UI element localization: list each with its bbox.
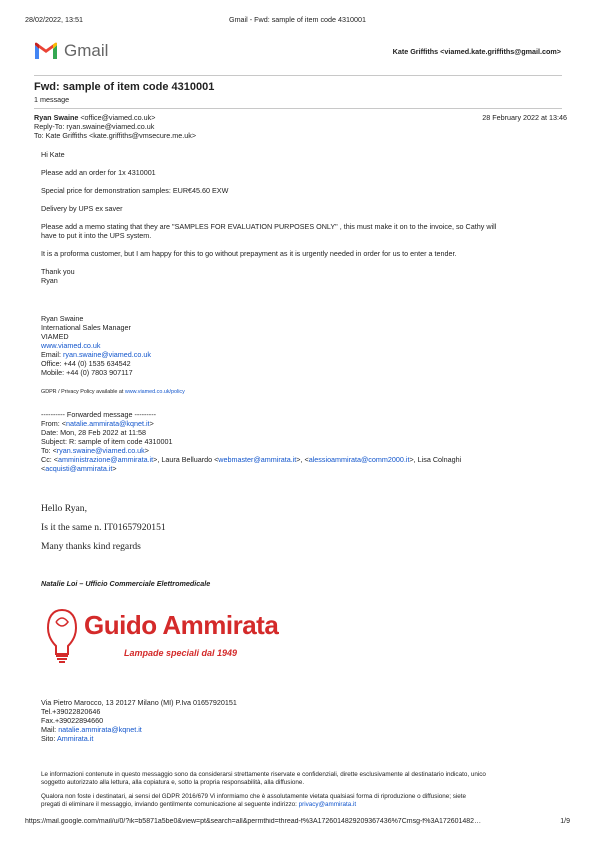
fwd-cc-link[interactable]: webmaster@ammirata.it [218, 455, 297, 464]
sig-email-link[interactable]: ryan.swaine@viamed.co.uk [62, 350, 151, 359]
print-title: Gmail - Fwd: sample of item code 4310001 [228, 15, 367, 24]
disclaimer-line: Qualora non foste i destinatari, ai sensi del GDPR 2016/679 Vi informiamo che è assolutamente vietata qualsiasi forma di riproduzione o diffusione; siete [41, 793, 467, 800]
mail-link[interactable]: natalie.ammirata@kqnet.it [58, 725, 142, 734]
forwarded-header: ---------- Forwarded message --------- From: <natalie.ammirata@kqnet.it> Date: Mon, 28 Feb 2022 at 11:58 Subject: R: sample of item code 4310001 To: <ryan.swaine@viamed.co.uk> Cc: <amministrazione@ammirata.it>, Laura Belluardo <webmaster@ammirata.it>, <alessioammirata@comm2000.it>, Lisa Colnaghi <acquisti@ammirata.it> [41, 410, 462, 473]
sender-block [34, 113, 196, 140]
gmail-logo-icon [34, 42, 58, 60]
tel: Tel.+39022820646 [41, 707, 101, 716]
account-label: Kate Griffiths <viamed.kate.griffiths@gmail.com> [392, 47, 561, 56]
disclaimer-line: Le informazioni contenute in questo messaggio sono da considerarsi strettamente riservate e confidenziali, dirette esclusivamente al destinatario indicato, unico [41, 771, 486, 778]
sig-email-label: Email: [41, 350, 63, 359]
message-count: 1 message [34, 95, 70, 104]
ryan-signature [41, 314, 151, 377]
address: Via Pietro Marocco, 13 20127 Milano (MI) P.Iva 01657920151 [41, 698, 237, 707]
body-paragraph: Special price for demonstration samples: EUR€45.60 EXW [41, 186, 229, 195]
fwd-cc-link[interactable]: alessioammirata@comm2000.it [308, 455, 410, 464]
fwd-subject: Subject: R: sample of item code 4310001 [41, 437, 173, 446]
site-label: Sito: [41, 734, 57, 743]
print-url: https://mail.google.com/mail/u/0/?ik=b5871a5be0&view=pt&search=all&permthid=thread-f%3A1726014829209367436%7Cmsg-f%3A172601482… [25, 818, 482, 825]
site-link[interactable]: Ammirata.it [56, 734, 94, 743]
sig-office: Office: +44 (0) 1535 634542 [41, 359, 131, 368]
logo-wordmark: Guido Ammirata [84, 610, 279, 640]
body-paragraph: Delivery by UPS ex saver [41, 204, 123, 213]
print-datetime: 28/02/2022, 13:51 [25, 15, 83, 24]
mail-label: Mail: [41, 725, 59, 734]
body-paragraph: Please add a memo stating that they are "SAMPLES FOR EVALUATION PURPOSES ONLY" , this must make it on to the invoice, so Cathy will [41, 222, 497, 231]
fwd-cc-sep: >, Laura Belluardo < [153, 455, 219, 464]
sig-name: Ryan Swaine [41, 314, 84, 323]
body-paragraph: It is a proforma customer, but I am happy for this to go without prepayment as it is urgently needed in order for us to enter a tender. [41, 249, 457, 258]
reply-sig-name: Natalie Loi – Ufficio Commerciale Elettromedicale [41, 579, 211, 588]
gdpr-text: GDPR / Privacy Policy available at [41, 389, 125, 395]
fwd-cc-label: Cc: < [41, 455, 58, 464]
sig-company: VIAMED [41, 332, 69, 341]
body-thanks: Thank you [41, 267, 75, 276]
reply-to: Reply-To: ryan.swaine@viamed.co.uk [34, 122, 155, 131]
fwd-from-link[interactable]: natalie.ammirata@kqnet.it [65, 419, 150, 428]
forward-divider: ---------- Forwarded message --------- [41, 410, 156, 419]
fwd-date: Date: Mon, 28 Feb 2022 at 11:58 [41, 428, 146, 437]
fwd-cc-sep: >, < [296, 455, 309, 464]
to-line: To: Kate Griffiths <kate.griffiths@vmsecure.me.uk> [34, 131, 197, 140]
fax: Fax.+39022894660 [41, 716, 104, 725]
fwd-to-label: To: < [41, 446, 57, 455]
reply-line: Many thanks kind regards [41, 541, 141, 552]
header-divider [34, 75, 562, 76]
reply-line: Is it the same n. IT01657920151 [41, 522, 166, 533]
message-body [41, 150, 496, 285]
reply-greeting: Hello Ryan, [41, 503, 87, 514]
logo-tagline: Lampade speciali dal 1949 [124, 648, 238, 658]
body-signoff: Ryan [41, 276, 58, 285]
disclaimer-line: soggetto autorizzato alla lettura, alla copiatura e, sotto la propria responsabilità, alla diffusione. [41, 779, 305, 786]
privacy-link[interactable]: privacy@ammirata.it [298, 801, 357, 808]
sent-date: 28 February 2022 at 13:46 [482, 113, 567, 122]
sender-email: <office@viamed.co.uk> [80, 113, 156, 122]
fwd-cc-link[interactable]: acquisti@ammirata.it [45, 464, 113, 473]
disclaimer-line: pregati di eliminare il messaggio, inviando gentilmente comunicazione al seguente indirizzo: [41, 801, 299, 808]
sig-website-link[interactable]: www.viamed.co.uk [41, 341, 101, 350]
body-paragraph: have to put it into the UPS system. [41, 231, 152, 240]
email-subject: Fwd: sample of item code 4310001 [34, 81, 215, 93]
reply-body [41, 503, 166, 553]
fwd-cc-link[interactable]: amministrazione@ammirata.it [57, 455, 154, 464]
sender-name: Ryan Swaine [34, 113, 79, 122]
reply-sig-details [41, 698, 237, 743]
gdpr-note [41, 389, 185, 395]
print-page-number: 1/9 [560, 818, 570, 825]
fwd-cc-sep: >, Lisa Colnaghi [409, 455, 462, 464]
body-paragraph: Please add an order for 1x 4310001 [41, 168, 156, 177]
fwd-to-link[interactable]: ryan.swaine@viamed.co.uk [56, 446, 145, 455]
gdpr-link[interactable]: www.viamed.co.uk/policy [124, 389, 185, 395]
subject-divider [34, 108, 562, 109]
sig-mobile: Mobile: +44 (0) 7803 907117 [41, 368, 133, 377]
sig-role: International Sales Manager [41, 323, 131, 332]
lamp-logo-icon [44, 608, 80, 666]
fwd-from-label: From: < [41, 419, 66, 428]
body-greeting: Hi Kate [41, 150, 65, 159]
disclaimer [41, 771, 486, 809]
gmail-wordmark: Gmail [64, 41, 109, 60]
